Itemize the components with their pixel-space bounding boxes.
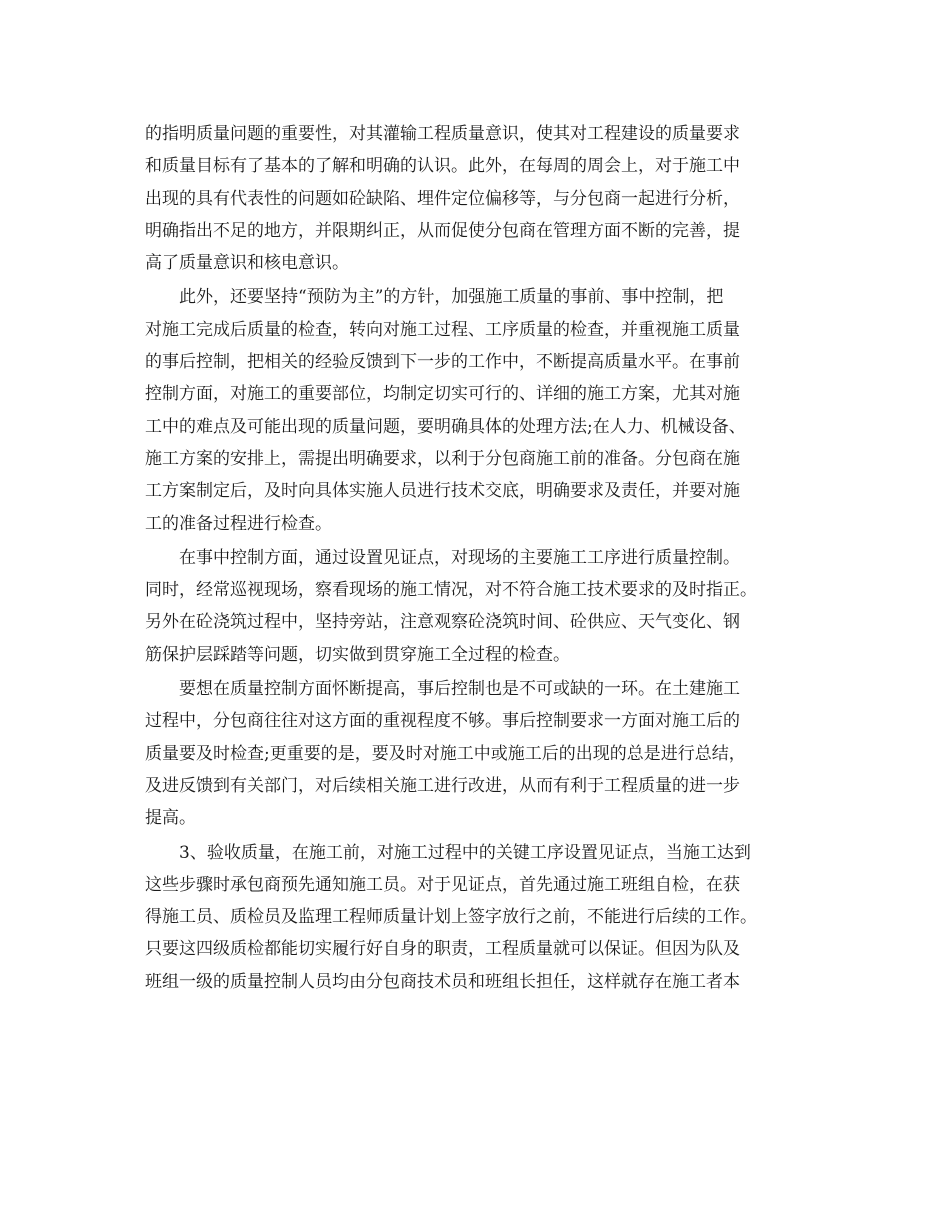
text-line: 只要这四级质检都能切实履行好自身的职责，工程质量就可以保证。但因为队及 [145,939,740,960]
text-line: 高了质量意识和核电意识。 [145,253,349,274]
text-line: 班组一级的质量控制人员均由分包商技术员和班组长担任，这样就存在施工者本 [145,971,740,992]
paragraph-4 [145,673,805,834]
text-line: 同时，经常巡视现场，察看现场的施工情况，对不符合施工技术要求的及时指正。 [145,580,757,601]
text-line: 的事后控制，把相关的经验反馈到下一步的工作中，不断提高质量水平。在事前 [145,352,740,373]
text-line: 这些步骤时承包商预先通知施工员。对于见证点，首先通过施工班组自检，在获 [145,874,740,895]
text-line: 质量要及时检查;更重要的是，要及时对施工中或施工后的出现的总是进行总结， [145,743,746,764]
text-line: 出现的具有代表性的问题如砼缺陷、埋件定位偏移等，与分包商一起进行分析， [145,188,740,209]
text-line: 和质量目标有了基本的了解和明确的认识。此外，在每周的周会上，对于施工中 [145,156,740,177]
paragraph-1 [145,118,805,279]
text-line: 得施工员、质检员及监理工程师质量计划上签字放行之前，不能进行后续的工作。 [145,907,757,928]
text-line: 施工方案的安排上，需提出明确要求，以利于分包商施工前的准备。分包商在施 [145,448,740,469]
text-line: 筋保护层踩踏等问题，切实做到贯穿施工全过程的检查。 [145,644,570,665]
text-line: 工的准备过程进行检查。 [145,513,332,534]
text-line: 要想在质量控制方面怀断提高，事后控制也是不可或缺的一环。在土建施工 [179,679,740,700]
paragraph-3 [145,542,805,671]
text-line: 的指明质量问题的重要性，对其灌输工程质量意识，使其对工程建设的质量要求 [145,124,740,144]
text-line: 对施工完成后质量的检查，转向对施工过程、工序质量的检查，并重视施工质量 [145,319,740,340]
text-line: 及进反馈到有关部门，对后续相关施工进行改进，从而有利于工程质量的进一步 [145,775,740,796]
text-line: 在事中控制方面，通过设置见证点，对现场的主要施工工序进行质量控制。 [179,547,740,568]
text-line: 明确指出不足的地方，并限期纠正，从而促使分包商在管理方面不断的完善，提 [145,220,740,241]
text-line: 提高。 [145,808,196,829]
text-line: 控制方面，对施工的重要部位，均制定切实可行的、详细的施工方案，尤其对施 [145,384,740,405]
text-line: 工中的难点及可能出现的质量问题，要明确具体的处理方法;在人力、机械设备、 [145,416,746,437]
text-line: 另外在砼浇筑过程中，坚持旁站，注意观察砼浇筑时间、砼供应、天气变化、钢 [145,612,740,633]
text-line: 工方案制定后，及时向具体实施人员进行技术交底，明确要求及责任，并要对施 [145,481,740,502]
text-line: 过程中，分包商往往对这方面的重视程度不够。事后控制要求一方面对施工后的 [145,711,740,732]
text-line: 3、验收质量，在施工前，对施工过程中的关键工序设置见证点，当施工达到 [179,842,751,863]
paragraph-2 [145,281,805,539]
paragraph-5 [145,837,805,998]
document-page [145,118,805,1000]
text-line: 此外，还要坚持“预防为主”的方针，加强施工质量的事前、事中控制，把 [179,287,724,308]
